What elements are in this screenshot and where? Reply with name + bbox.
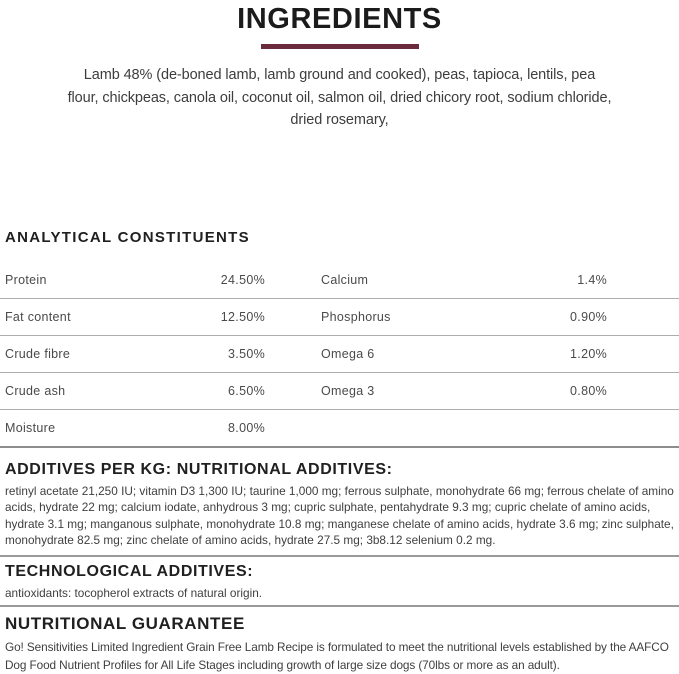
nutrient-value: 1.4% xyxy=(496,273,679,287)
nutrient-label: Crude fibre xyxy=(0,347,160,361)
table-row xyxy=(0,336,679,373)
nutrient-label: Crude ash xyxy=(0,384,160,398)
section-divider xyxy=(0,605,679,607)
nutrient-label: Moisture xyxy=(0,421,160,435)
nutrient-value: 0.80% xyxy=(496,384,679,398)
additives-line: acids, hydrate 22 mg; calcium iodate, anhydrous 3 mg; cupric sulphate, pentahydrate 9.3 mg; cupric chelate of amino acids, xyxy=(5,499,679,516)
nutrient-label: Phosphorus xyxy=(265,310,496,324)
nutrient-label: Protein xyxy=(0,273,160,287)
table-row xyxy=(0,410,679,448)
technological-additives-text: antioxidants: tocopherol extracts of natural origin. xyxy=(5,585,679,602)
nutrient-value: 24.50% xyxy=(160,273,265,287)
additives-line: monohydrate 82.5 mg; zinc chelate of amino acids, hydrate 27.5 mg; 3b8.12 selenium 0.2 mg. xyxy=(5,532,679,549)
nutritional-additives-paragraph xyxy=(5,483,679,549)
nutrient-value: 6.50% xyxy=(160,384,265,398)
additives-line: retinyl acetate 21,250 IU; vitamin D3 1,300 IU; taurine 1,000 mg; ferrous sulphate, monohydrate 66 mg; ferrous chelate of amino xyxy=(5,483,679,500)
table-row xyxy=(0,262,679,299)
analytical-constituents-table xyxy=(0,262,679,448)
additives-line: hydrate 3.1 mg; manganous sulphate, monohydrate 10.8 mg; manganese chelate of amino acids, hydrate 3.6 mg; zinc sulphate, xyxy=(5,516,679,533)
section-divider xyxy=(0,555,679,557)
table-row xyxy=(0,373,679,410)
nutrient-value: 1.20% xyxy=(496,347,679,361)
additives-per-kg-heading: ADDITIVES PER KG: NUTRITIONAL ADDITIVES: xyxy=(5,460,679,479)
nutrient-label: Omega 6 xyxy=(265,347,496,361)
guarantee-line: Go! Sensitivities Limited Ingredient Grain Free Lamb Recipe is formulated to meet the nutritional levels established by the AAFCO xyxy=(5,639,679,657)
title-accent-bar xyxy=(261,44,419,49)
nutrient-value: 3.50% xyxy=(160,347,265,361)
guarantee-line: Dog Food Nutrient Profiles for All Life Stages including growth of large size dogs (70lbs or more as an adult). xyxy=(5,657,679,674)
nutrient-value: 0.90% xyxy=(496,310,679,324)
ingredients-paragraph xyxy=(0,64,679,132)
analytical-constituents-heading: ANALYTICAL CONSTITUENTS xyxy=(5,229,679,247)
nutritional-guarantee-heading: NUTRITIONAL GUARANTEE xyxy=(5,614,679,634)
nutrient-value: 12.50% xyxy=(160,310,265,324)
technological-additives-heading: TECHNOLOGICAL ADDITIVES: xyxy=(5,562,679,581)
nutrient-label: Fat content xyxy=(0,310,160,324)
page-title: INGREDIENTS xyxy=(0,0,679,35)
nutrient-label: Omega 3 xyxy=(265,384,496,398)
nutritional-guarantee-paragraph xyxy=(5,639,679,674)
ingredients-line: flour, chickpeas, canola oil, coconut oil, salmon oil, dried chicory root, sodium chloride, xyxy=(0,87,679,110)
ingredients-line: Lamb 48% (de-boned lamb, lamb ground and cooked), peas, tapioca, lentils, pea xyxy=(0,64,679,87)
ingredients-line: dried rosemary, xyxy=(0,109,679,132)
nutrient-value: 8.00% xyxy=(160,421,265,435)
table-row xyxy=(0,299,679,336)
nutrient-label: Calcium xyxy=(265,273,496,287)
